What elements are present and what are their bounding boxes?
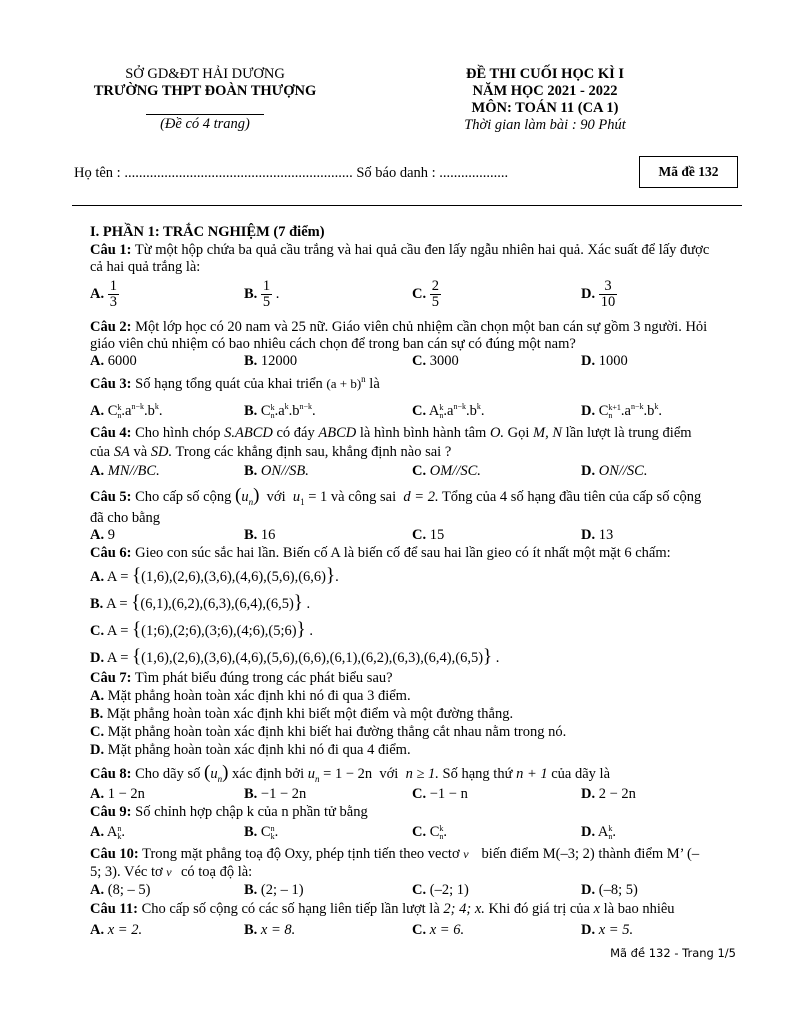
q1-b-frac: $\frac{1}{5}$ [262,278,271,311]
q3-option-a[interactable]: A. C k n $.a^{n-k}.b^k$. [90,402,163,420]
q2-option-d[interactable]: D. 1000 [581,353,628,369]
q9-option-a[interactable]: A. A n k . [90,824,126,841]
q8-line: Câu 8: Cho dãy số $(u_n)$ xác định bởi $u_n = 1 - 2n$ với n ≥ 1. Số hạng thứ n + 1 của dãy là [90,762,611,784]
q10-line2: 5; 3). Véc tơ v⃗có toạ độ là: [90,864,253,880]
q11-option-d[interactable]: D. x = 5. [581,922,634,938]
page-footer: Mã đề 132 - Trang 1/5 [610,946,736,960]
dept-name: SỞ GD&ĐT HẢI DƯƠNG [125,66,285,82]
q6-option-d[interactable]: D. A = {(1,6),(2,6),(3,6),(4,6),(5,6),(6,6),(6,1),(6,2),(6,3),(6,4),(6,5)} . [90,646,500,667]
q1-line1 [90,242,709,259]
q7-option-d[interactable]: D. Mặt phẳng hoàn toàn xác định khi nó đi qua 4 điểm. [90,742,411,758]
q4-line1: Câu 4: Cho hình chóp S.ABCD có đáy ABCD là hình bình hành tâm O. Gọi M, N lần lượt là trung điểm [90,425,692,441]
q4-option-a[interactable]: A. MN//BC. [90,463,160,479]
q2-option-b[interactable]: B. 12000 [244,353,298,369]
header-right [410,66,680,134]
q9-line: Câu 9: Số chỉnh hợp chập k của n phần tử bằng [90,804,368,820]
q10-line1: Câu 10: Trong mặt phẳng toạ độ Oxy, phép tịnh tiến theo vectơ v⃗ biến điểm M(–3; 2) thành điểm M’ (– [90,846,700,862]
q8-option-b[interactable]: B. −1 − 2n [244,786,307,802]
q1-option-a[interactable]: A. $\frac{1}{3}$ [90,278,117,311]
q6-option-a[interactable]: A. A = {(1,6),(2,6),(3,6),(4,6),(5,6),(6,6)}. [90,565,339,586]
q1-text1: Từ một hộp chứa ba quả cầu trắng và hai quả cầu đen lấy ngẫu nhiên hai quả. Xác suất để lấy được [134,242,710,258]
q1-option-d[interactable]: D. $\frac{3}{10}$ [581,278,616,311]
q4-option-c[interactable]: C. OM//SC. [412,463,481,479]
q5-line2: đã cho bằng [90,510,161,526]
school-name: TRƯỜNG THPT ĐOÀN THƯỢNG [93,83,317,99]
q3-line: Câu 3: Số hạng tổng quát của khai triển $(a + b)^n$ là [90,374,380,392]
q5-option-c[interactable]: C. 15 [412,527,445,543]
student-info-line: Họ tên : ............................................................... Số báo danh : ................... [74,165,509,181]
q7-option-a[interactable]: A. Mặt phẳng hoàn toàn xác định khi nó đi qua 3 điểm. [90,688,411,704]
q4-option-b[interactable]: B. ON//SB. [244,463,309,479]
q10-option-a[interactable]: A. (8; – 5) [90,882,151,898]
header-left [70,66,340,133]
q11-option-b[interactable]: B. x = 8. [244,922,296,938]
q1-option-b[interactable]: B. $\frac{1}{5}$ . [244,278,280,311]
q5-option-b[interactable]: B. 16 [244,527,276,543]
exam-subject: MÔN: TOÁN 11 (CA 1) [471,100,619,116]
q2-option-a[interactable]: A. 6000 [90,353,137,369]
exam-title: ĐỀ THI CUỐI HỌC KÌ I [465,66,625,82]
q8-option-c[interactable]: C. −1 − n [412,786,468,802]
q6-option-b[interactable]: B. A = {(6,1),(6,2),(6,3),(6,4),(6,5)} . [90,592,311,613]
exam-time: Thời gian làm bài : 90 Phút [464,117,626,133]
q8-option-a[interactable]: A. 1 − 2n [90,786,145,802]
q1-c-frac: $\frac{2}{5}$ [431,278,439,311]
q8-option-d[interactable]: D. 2 − 2n [581,786,636,802]
header-divider [146,114,264,115]
q3-option-c[interactable]: C. A k n $.a^{n-k}.b^k$. [412,402,485,420]
q1-line2: cả hai quả trắng là: [90,259,201,275]
q10-option-b[interactable]: B. (2; – 1) [244,882,304,898]
q5-line1: Câu 5: Cho cấp số cộng $(u_n)$ với $u_1 = 1$ và công sai d = 2. Tổng của 4 số hạng đầu tiên của cấp số cộng [90,485,702,507]
q1-option-c[interactable]: C. $\frac{2}{5}$ [412,278,439,311]
q7-line: Câu 7: Tìm phát biểu đúng trong các phát biểu sau? [90,670,393,686]
q9-option-d[interactable]: D. A k n . [581,824,617,841]
q3-expr: (a + b) [326,375,362,391]
q7-option-b[interactable]: B. Mặt phẳng hoàn toàn xác định khi biết một điểm và một đường thẳng. [90,706,514,722]
q5-option-d[interactable]: D. 13 [581,527,614,543]
q11-line: Câu 11: Cho cấp số cộng có các số hạng liên tiếp lần lượt là 2; 4; x. Khi đó giá trị của x là bao nhiêu [90,901,675,917]
q5-option-a[interactable]: A. 9 [90,527,115,543]
q3-option-d[interactable]: D. C k+1 n $.a^{n-k}.b^k$. [581,402,662,420]
q4-option-d[interactable]: D. ON//SC. [581,463,648,479]
q1-d-frac: $\frac{3}{10}$ [600,278,616,311]
q4-line2: của SA và SD. Trong các khẳng định sau, khẳng định nào sai ? [90,444,452,460]
q9-option-c[interactable]: C. C k n . [412,824,448,841]
q2-option-c[interactable]: C. 3000 [412,353,459,369]
q3-option-b[interactable]: B. C k n $.a^k.b^{n-k}$. [244,402,316,420]
q9-option-b[interactable]: B. C n k . [244,824,279,841]
q1-a-frac: $\frac{1}{3}$ [109,278,117,311]
q6-option-c[interactable]: C. A = {(1;6),(2;6),(3;6),(4;6),(5;6)} . [90,619,313,640]
q10-option-c[interactable]: C. (–2; 1) [412,882,469,898]
q2-line1: Câu 2: Một lớp học có 20 nam và 25 nữ. Giáo viên chủ nhiệm cần chọn một ban cán sự gồm 3 người. Hỏi [90,319,708,335]
exam-code-box: Mã đề 132 [639,156,738,188]
section-title: I. PHẦN 1: TRẮC NGHIỆM (7 điểm) [90,224,325,240]
q2-line2: giáo viên chủ nhiệm có bao nhiêu cách chọn để trong ban cán sự có đúng một nam? [90,336,576,352]
header-rule [72,205,742,206]
q10-option-d[interactable]: D. (–8; 5) [581,882,638,898]
q7-option-c[interactable]: C. Mặt phẳng hoàn toàn xác định khi biết hai đường thẳng cắt nhau nằm trong nó. [90,724,567,740]
pages-note: (Đề có 4 trang) [160,116,250,132]
q11-option-c[interactable]: C. x = 6. [412,922,465,938]
q1-label: Câu 1: [90,242,132,258]
q6-line: Câu 6: Gieo con súc sắc hai lần. Biến cố A là biến cố để sau hai lần gieo có ít nhất một mặt 6 chấm: [90,545,671,561]
q11-option-a[interactable]: A. x = 2. [90,922,143,938]
exam-year: NĂM HỌC 2021 - 2022 [472,83,618,99]
